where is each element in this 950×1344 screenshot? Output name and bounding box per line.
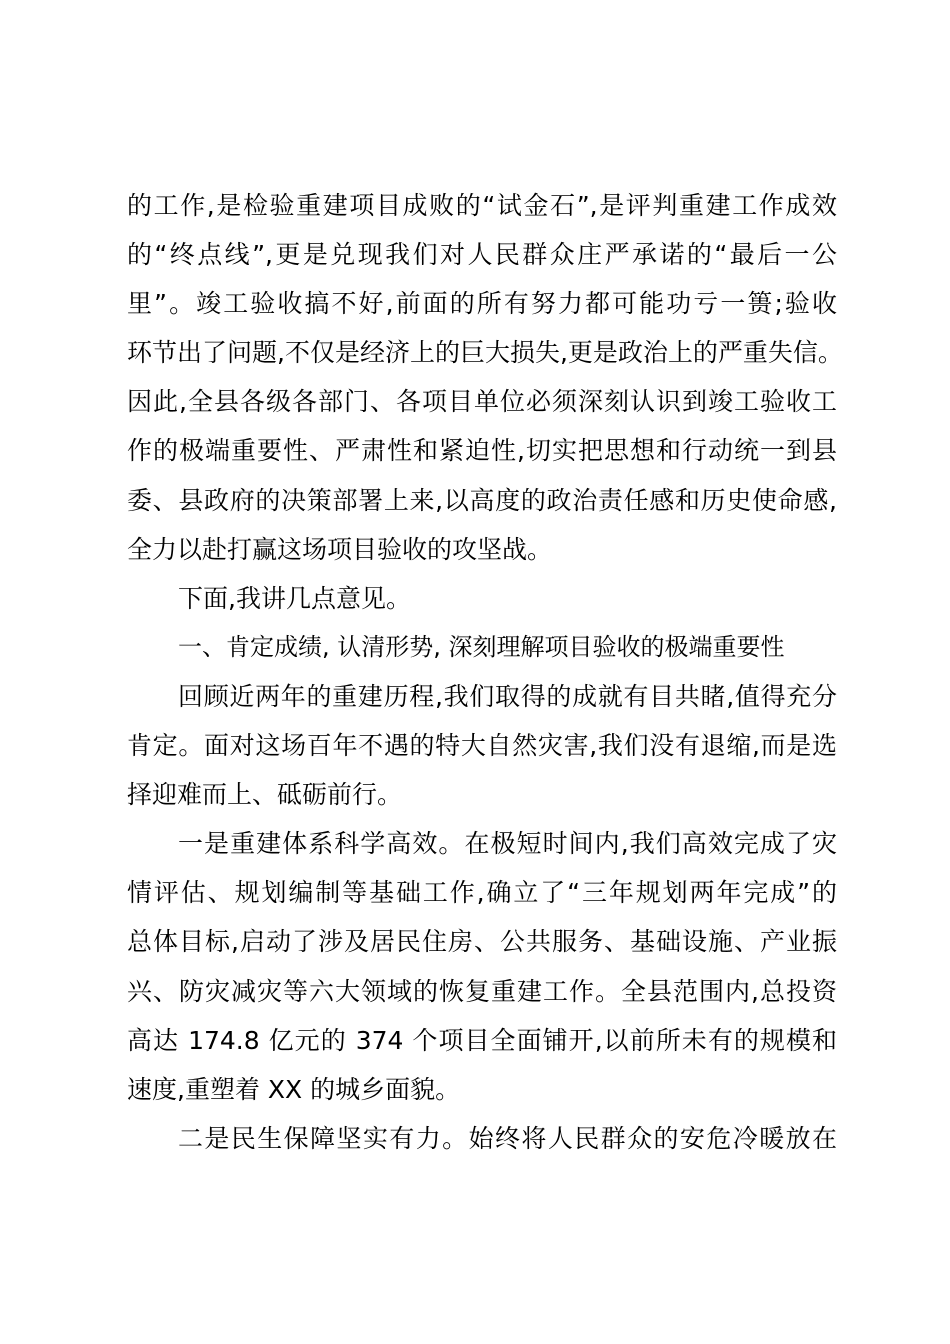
text-line: 兴、防灾减灾等六大领域的恢复重建工作。全县范围内,总投资 <box>127 976 837 1006</box>
section-heading <box>127 623 837 672</box>
text-line: 下面,我讲几点意见。 <box>178 583 411 613</box>
text-line: 的工作,是检验重建项目成败的“试金石”,是评判重建工作成效 <box>127 191 837 220</box>
text-line: 作的极端重要性、严肃性和紧迫性,切实把思想和行动统一到县 <box>127 436 837 466</box>
text-line: 全力以赴打赢这场项目验收的攻坚战。 <box>127 534 553 564</box>
text-line: 环节出了问题,不仅是经济上的巨大损失,更是政治上的严重失信。 <box>127 338 843 368</box>
text-line: 高达 174.8 亿元的 374 个项目全面铺开,以前所未有的规模和 <box>127 1025 837 1055</box>
paragraph-point-one <box>127 819 837 1114</box>
text-line: 总体目标,启动了涉及居民住房、公共服务、基础设施、产业振 <box>127 927 837 957</box>
text-line: 速度,重塑着 XX 的城乡面貌。 <box>127 1074 461 1104</box>
text-line: 二是民生保障坚实有力。始终将人民群众的安危冷暖放在 <box>178 1123 837 1153</box>
text-line: 情评估、规划编制等基础工作,确立了“三年规划两年完成”的 <box>127 878 837 908</box>
document-page <box>127 181 843 1163</box>
text-line: 因此,全县各级各部门、各项目单位必须深刻认识到竣工验收工 <box>127 387 837 417</box>
paragraph-opinions-intro <box>127 574 837 623</box>
text-line: 一是重建体系科学高效。在极短时间内,我们高效完成了灾 <box>178 829 837 859</box>
heading-line: 一、肯定成绩, 认清形势, 深刻理解项目验收的极端重要性 <box>178 632 785 661</box>
text-line: 里”。竣工验收搞不好,前面的所有努力都可能功亏一篑;验收 <box>127 289 837 319</box>
paragraph-review <box>127 672 837 819</box>
text-line: 回顾近两年的重建历程,我们取得的成就有目共睹,值得充分 <box>178 681 837 711</box>
paragraph-intro <box>127 181 843 574</box>
paragraph-point-two <box>127 1114 837 1163</box>
text-line: 肯定。面对这场百年不遇的特大自然灾害,我们没有退缩,而是选 <box>127 731 837 761</box>
text-line: 委、县政府的决策部署上来,以高度的政治责任感和历史使命感, <box>127 485 837 515</box>
text-line: 择迎难而上、砥砺前行。 <box>127 780 403 810</box>
text-line: 的“终点线”,更是兑现我们对人民群众庄严承诺的“最后一公 <box>127 240 837 270</box>
